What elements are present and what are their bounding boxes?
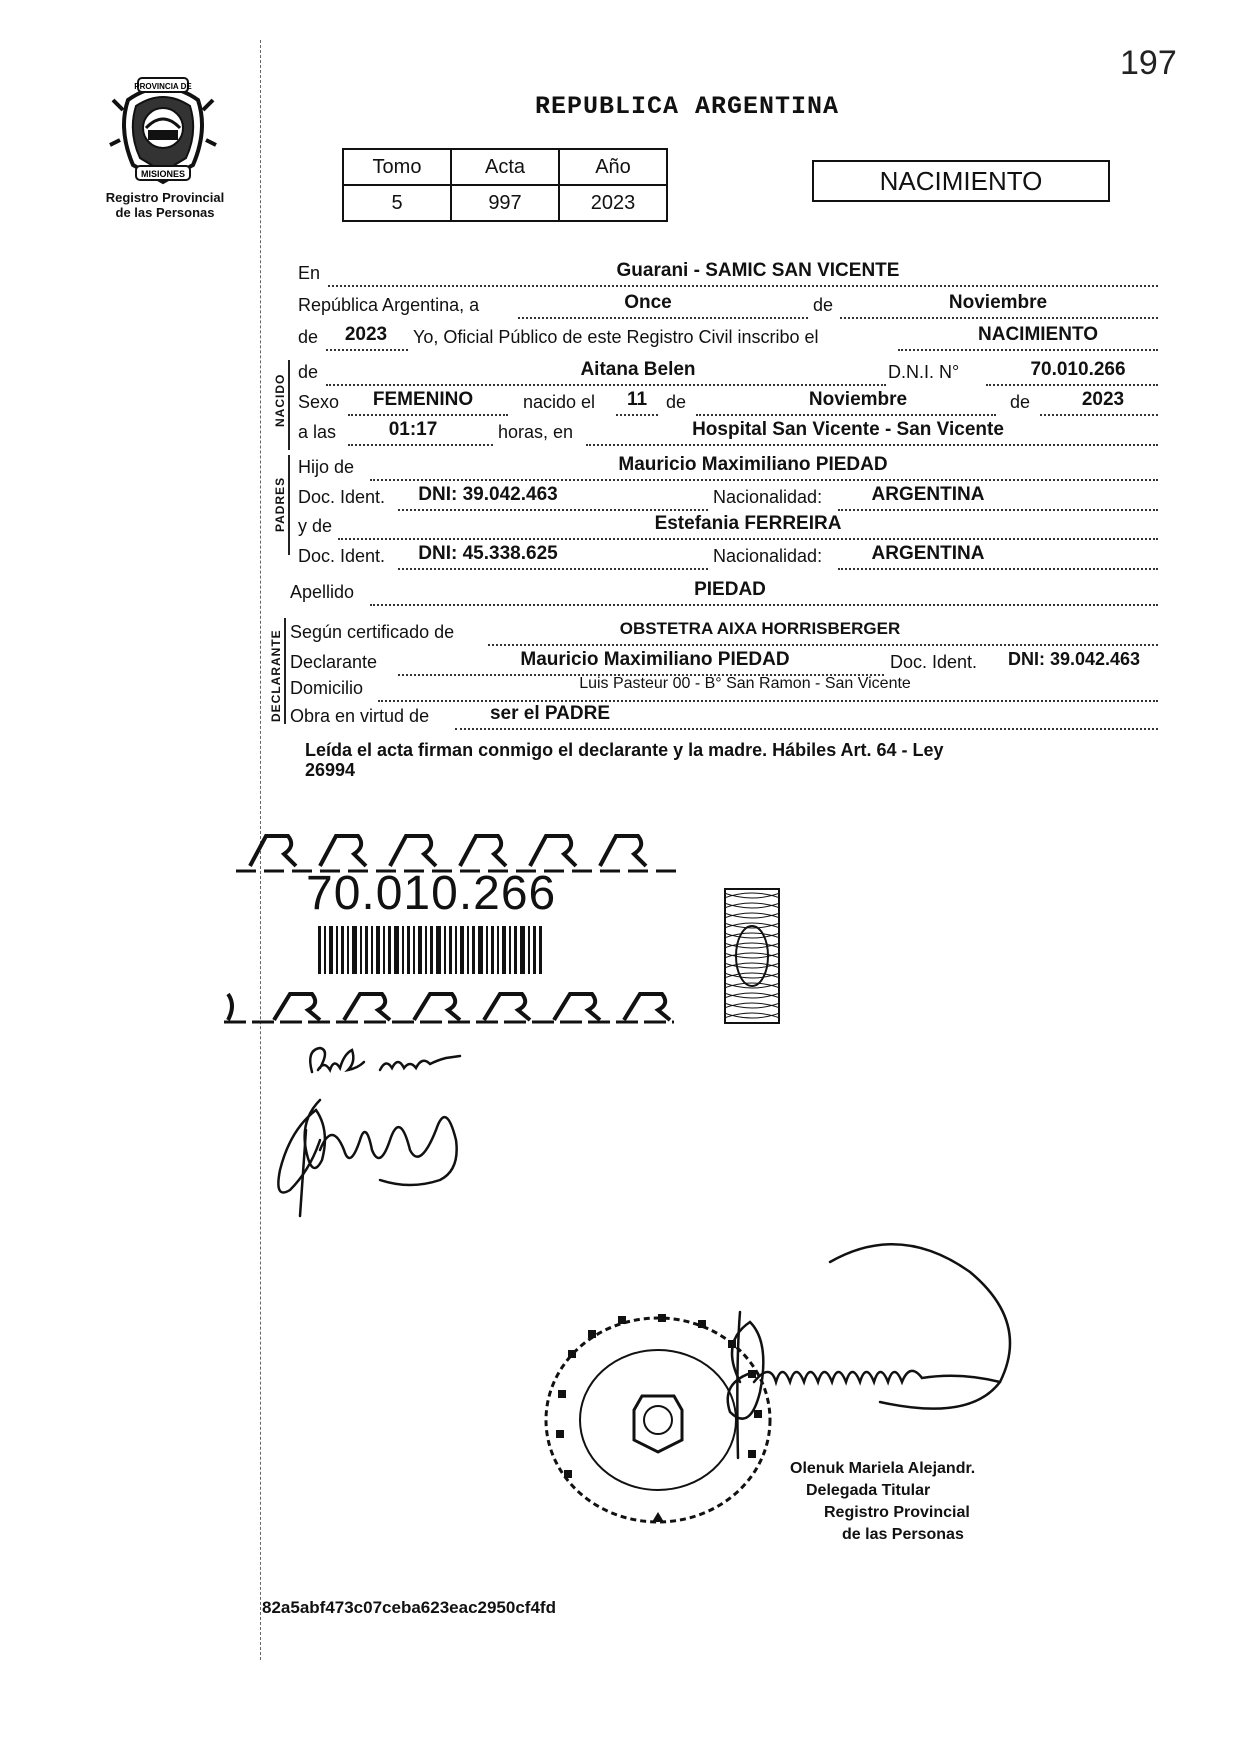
row-padre bbox=[298, 454, 1158, 483]
value-decl-doc: DNI: 39.042.463 bbox=[1007, 649, 1141, 669]
delegate-name: Olenuk Mariela Alejandr. bbox=[790, 1460, 976, 1477]
value-dni: 70.010.266 bbox=[1030, 359, 1126, 380]
label-en: En bbox=[298, 263, 321, 283]
bracket-padres bbox=[288, 455, 290, 555]
label-decl-doc: Doc. Ident. bbox=[890, 652, 978, 672]
value-doc1: DNI: 39.042.463 bbox=[418, 484, 558, 505]
label-obra: Obra en virtud de bbox=[290, 706, 430, 726]
act-type-box: NACIMIENTO bbox=[812, 160, 1110, 202]
value-nac1: ARGENTINA bbox=[871, 484, 985, 505]
label-a-las: a las bbox=[298, 422, 337, 442]
value-en: Guarani - SAMIC SAN VICENTE bbox=[616, 260, 900, 281]
row-doc1 bbox=[298, 484, 1158, 513]
value-padre: Mauricio Maximiliano PIEDAD bbox=[618, 454, 888, 475]
label-declarante: Declarante bbox=[290, 652, 378, 672]
label-nac1: Nacionalidad: bbox=[713, 487, 823, 507]
closing-note-line1: Leída el acta firman conmigo el declarante y la madre. Hábiles Art. 64 - Ley bbox=[305, 740, 944, 760]
label-year-de: de bbox=[298, 327, 319, 347]
row-apellido bbox=[290, 579, 1158, 608]
row-obra bbox=[290, 703, 1158, 732]
value-hora: 01:17 bbox=[388, 419, 438, 440]
header-tomo: Tomo bbox=[343, 149, 451, 185]
logo-caption-line2: de las Personas bbox=[115, 205, 215, 220]
value-domicilio: Luis Pasteur 00 - B° San Ramon - San Vicente bbox=[579, 675, 911, 692]
value-sexo: FEMENINO bbox=[372, 389, 474, 410]
delegate-role: Delegada Titular bbox=[806, 1482, 931, 1499]
label-de: de bbox=[813, 295, 834, 315]
closing-note-line2: 26994 bbox=[305, 760, 356, 780]
value-lugar: Hospital San Vicente - San Vicente bbox=[692, 419, 1004, 440]
logo-caption-line1: Registro Provincial bbox=[105, 190, 225, 205]
closing-note bbox=[305, 740, 1125, 780]
label-hijo-de: Hijo de bbox=[298, 457, 355, 477]
value-nacido-year: 2023 bbox=[1081, 389, 1125, 410]
label-nac2: Nacionalidad: bbox=[713, 546, 823, 566]
label-doc1: Doc. Ident. bbox=[298, 487, 386, 507]
declarant-signature bbox=[260, 1040, 510, 1220]
seal-text-top: PROVINCIA DE bbox=[134, 82, 192, 91]
document-title: REPUBLICA ARGENTINA bbox=[535, 92, 840, 121]
registry-table bbox=[342, 148, 668, 222]
side-label-padres: PADRES bbox=[273, 476, 287, 532]
label-nacido: nacido el bbox=[523, 392, 596, 412]
side-label-nacido: NACIDO bbox=[273, 373, 287, 427]
value-madre: Estefania FERREIRA bbox=[654, 513, 842, 534]
label-nacido-de2: de bbox=[1010, 392, 1031, 412]
seal-text-bottom: MISIONES bbox=[140, 169, 186, 179]
value-year: 2023 bbox=[344, 324, 388, 345]
provincial-seal-logo bbox=[108, 70, 218, 188]
label-nacido-de1: de bbox=[666, 392, 687, 412]
label-certificado: Según certificado de bbox=[290, 622, 455, 642]
value-nac2: ARGENTINA bbox=[871, 543, 985, 564]
side-label-declarante: DECLARANTE bbox=[269, 629, 283, 722]
row-doc2 bbox=[298, 543, 1158, 572]
value-month-words: Noviembre bbox=[948, 292, 1048, 313]
label-doc2: Doc. Ident. bbox=[298, 546, 386, 566]
row-madre bbox=[298, 513, 1158, 542]
security-band-bottom bbox=[224, 990, 674, 1026]
bracket-nacido bbox=[288, 360, 290, 450]
value-day-words: Once bbox=[624, 292, 672, 313]
value-obra: ser el PADRE bbox=[489, 703, 611, 724]
row-certificado bbox=[290, 619, 1158, 648]
label-republica: República Argentina, a bbox=[298, 295, 480, 315]
label-apellido: Apellido bbox=[290, 582, 355, 602]
document-hash: 82a5abf473c07ceba623eac2950cf4fd bbox=[262, 1598, 556, 1617]
label-sexo: Sexo bbox=[298, 392, 340, 412]
label-domicilio: Domicilio bbox=[290, 678, 364, 698]
label-dni: D.N.I. N° bbox=[888, 362, 960, 382]
delegate-office: Registro Provincial bbox=[824, 1504, 970, 1521]
value-nacido-month: Noviembre bbox=[808, 389, 908, 410]
label-horas-en: horas, en bbox=[498, 422, 574, 442]
value-certificado: OBSTETRA AIXA HORRISBERGER bbox=[619, 619, 901, 638]
header-acta: Acta bbox=[451, 149, 559, 185]
row-nombre bbox=[298, 359, 1158, 388]
row-year bbox=[298, 324, 1158, 353]
value-acta: 997 bbox=[451, 185, 559, 221]
value-nombre: Aitana Belen bbox=[580, 359, 696, 380]
barcode-icon bbox=[318, 926, 543, 974]
header-anio: Año bbox=[559, 149, 667, 185]
row-domicilio bbox=[290, 675, 1158, 704]
value-anio: 2023 bbox=[559, 185, 667, 221]
label-nombre-de: de bbox=[298, 362, 319, 382]
row-republica bbox=[298, 292, 1158, 321]
oficial-text: Yo, Oficial Público de este Registro Civil inscribo el bbox=[413, 327, 819, 347]
delegate-stamp bbox=[790, 1458, 975, 1546]
id-number: 70.010.266 bbox=[306, 867, 557, 920]
value-declarante: Mauricio Maximiliano PIEDAD bbox=[520, 649, 790, 670]
row-en bbox=[298, 260, 1158, 289]
hologram-guilloche-icon bbox=[724, 888, 780, 1024]
value-nacido-day: 11 bbox=[626, 389, 648, 410]
value-tomo: 5 bbox=[343, 185, 451, 221]
value-apellido: PIEDAD bbox=[694, 579, 766, 600]
row-sexo bbox=[298, 389, 1158, 418]
page-number: 197 bbox=[1120, 44, 1177, 82]
value-inscribo: NACIMIENTO bbox=[978, 324, 1098, 345]
value-doc2: DNI: 45.338.625 bbox=[418, 543, 558, 564]
official-signature bbox=[700, 1232, 1060, 1462]
row-hora bbox=[298, 419, 1158, 448]
label-y-de: y de bbox=[298, 516, 333, 536]
bracket-declarante bbox=[284, 618, 286, 724]
logo-caption bbox=[90, 190, 240, 220]
delegate-office-2: de las Personas bbox=[842, 1526, 964, 1543]
